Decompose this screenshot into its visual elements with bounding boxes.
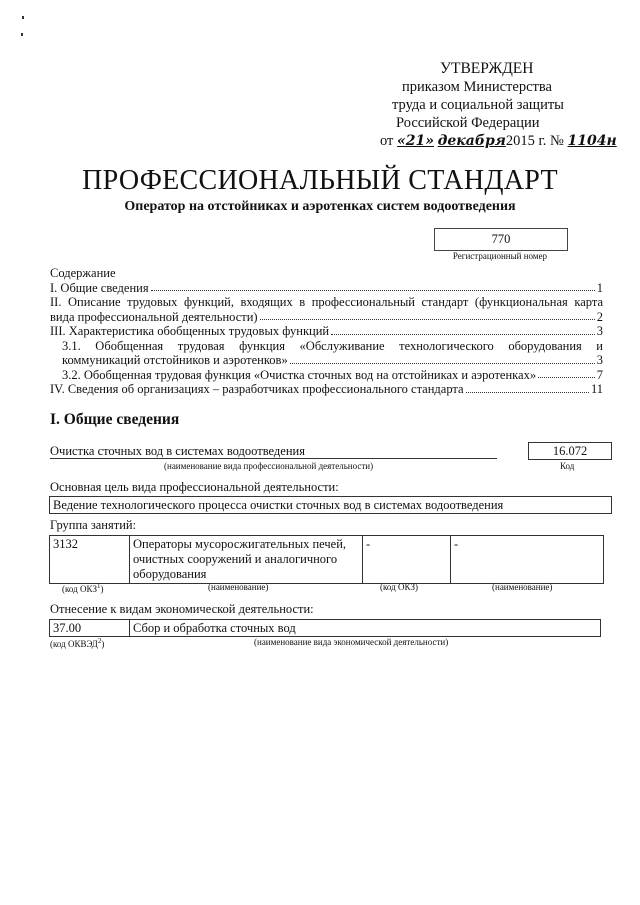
scan-mark	[22, 16, 24, 19]
toc-item-text: коммуникаций отстойников и аэротенков»	[62, 353, 288, 367]
table-row	[50, 536, 604, 584]
approval-line: приказом Министерства	[402, 79, 552, 95]
goal-text-box: Ведение технологического процесса очистки сточных вод в системах водоотведения	[49, 496, 612, 514]
toc-item-text: I. Общие сведения	[50, 280, 149, 295]
table-row	[50, 620, 601, 637]
toc-item-text: III. Характеристика обобщенных трудовых функций	[50, 324, 330, 338]
toc-item-page: 1	[596, 280, 603, 295]
okz-name2-cell: -	[451, 536, 604, 584]
okz-name2-label: (наименование)	[492, 582, 553, 592]
approval-line: труда и социальной защиты	[392, 97, 564, 113]
activity-name: Очистка сточных вод в системах водоотведения	[50, 444, 497, 459]
approval-day: «21»	[397, 133, 435, 149]
toc-item[interactable]	[50, 339, 603, 368]
econ-heading: Отнесение к видам экономической деятельности:	[50, 602, 314, 616]
toc-item[interactable]	[50, 324, 603, 339]
approval-from: от	[380, 133, 394, 149]
toc-leader	[466, 382, 589, 393]
okved-name-cell: Сбор и обработка сточных вод	[130, 620, 601, 637]
okved-code-cell: 37.00	[50, 620, 130, 637]
toc-item-page: 7	[596, 367, 603, 382]
toc-item-text: II. Описание трудовых функций, входящих в профессиональный стандарт (функциональная карта	[50, 295, 603, 309]
toc-item[interactable]	[50, 295, 603, 324]
approval-block	[380, 60, 617, 150]
activity-name-label: (наименование вида профессиональной деятельности)	[164, 461, 374, 471]
toc-leader	[331, 324, 595, 335]
toc-item-text: IV. Сведения об организациях – разработчиках профессионального стандарта	[50, 382, 464, 396]
okz-code-label: (код ОКЗ$^1$)	[62, 582, 104, 594]
toc-item-text: 3.2. Обобщенная трудовая функция «Очистка сточных вод на отстойниках и аэротенках»	[62, 367, 537, 382]
approval-title: УТВЕРЖДЕН	[440, 60, 534, 77]
okz-code2-cell: -	[363, 536, 451, 584]
toc-leader	[151, 281, 595, 292]
economic-activity-table	[49, 619, 601, 637]
approval-line: Российской Федерации	[396, 115, 540, 131]
okz-name-label: (наименование)	[208, 582, 269, 592]
toc-item-page: 3	[596, 353, 603, 367]
toc-item[interactable]	[50, 368, 603, 383]
toc-leader	[290, 353, 595, 364]
section-heading: I. Общие сведения	[50, 411, 180, 428]
occupation-group-table	[49, 535, 604, 584]
toc-item-page: 2	[596, 309, 603, 324]
activity-code-box: 16.072	[528, 442, 612, 460]
okz-code-cell: 3132	[50, 536, 130, 584]
okz-name-cell: Операторы мусоросжигательных печей, очистных сооружений и аналогичного оборудования	[130, 536, 363, 584]
approval-month-handwritten: декабря	[437, 133, 506, 149]
approval-date-line	[380, 132, 617, 150]
toc-leader	[538, 368, 595, 379]
approval-year: 2015 г. №	[505, 133, 564, 149]
toc-leader	[260, 310, 595, 321]
toc-item-text: вида профессиональной деятельности)	[50, 309, 258, 324]
page-title: ПРОФЕССИОНАЛЬНЫЙ СТАНДАРТ	[82, 165, 558, 196]
registration-label: Регистрационный номер	[452, 251, 548, 261]
table-of-contents	[50, 266, 603, 397]
approval-number-handwritten: 1104н	[567, 133, 617, 149]
toc-item-page: 11	[590, 382, 603, 396]
toc-item-page: 3	[596, 324, 603, 338]
okz-code2-label: (код ОКЗ)	[380, 582, 418, 592]
goal-heading: Основная цель вида профессиональной деятельности:	[50, 480, 339, 494]
group-heading: Группа занятий:	[50, 518, 137, 532]
okved-name-label: (наименование вида экономической деятельности)	[254, 637, 449, 647]
registration-number-box: 770	[434, 228, 568, 251]
toc-item[interactable]	[50, 382, 603, 397]
toc-item-text: 3.1. Обобщенная трудовая функция «Обслуживание технологического оборудования и	[62, 338, 603, 353]
code-label: Код	[560, 461, 575, 471]
okved-code-label: (код ОКВЭД$^2$)	[50, 637, 105, 649]
scan-mark	[21, 33, 23, 36]
page-subtitle: Оператор на отстойниках и аэротенках систем водоотведения	[124, 199, 516, 214]
toc-item[interactable]	[50, 281, 603, 296]
toc-heading: Содержание	[50, 266, 116, 280]
